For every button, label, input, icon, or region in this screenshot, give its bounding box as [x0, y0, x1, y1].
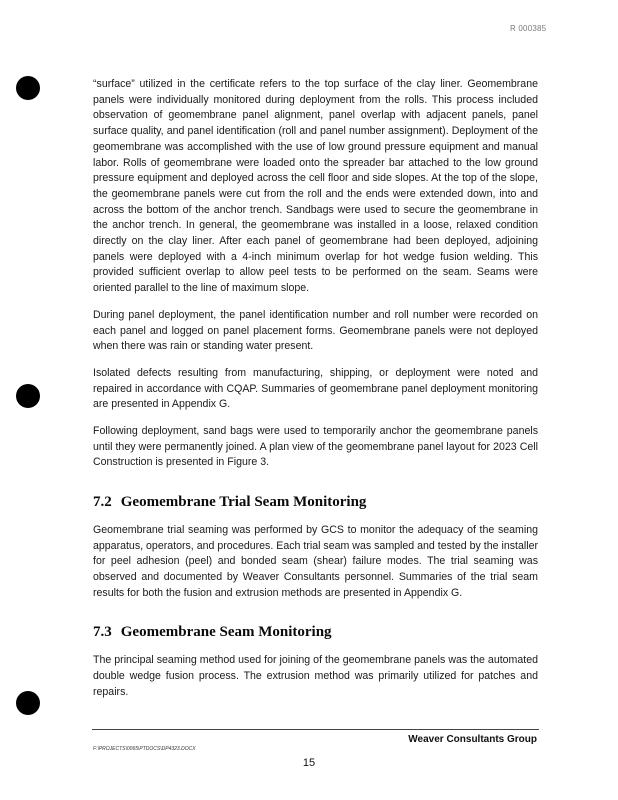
punch-hole-top [16, 76, 40, 100]
document-body [93, 77, 538, 711]
punch-hole-middle [16, 384, 40, 408]
paragraph-trial-seam: Geomembrane trial seaming was performed by GCS to monitor the adequacy of the seaming apparatus, operators, and procedures. Each trial seam was sampled and tested by the installer for peel adhesion (peel) and bonded seam (shear) failure modes. The trial seaming was observed and documented by Weaver Consultants personnel. Summaries of the trial seam results for both the fusion and extrusion methods are presented in Appendix G. [93, 523, 538, 599]
footer-file-path: F:\PROJECTS\0065\PTDOCS\DP4323.DOCX [93, 746, 196, 752]
paragraph-defects: Isolated defects resulting from manufacturing, shipping, or deployment were noted and repaired in accordance with CQAP. Summaries of geomembrane panel deployment monitoring are presented in Appendix G. [93, 366, 538, 411]
page-number: 15 [302, 757, 316, 769]
section-number: 7.2 [93, 494, 112, 511]
footer-divider [92, 729, 539, 730]
footer-company-name: Weaver Consultants Group [408, 734, 537, 745]
punch-hole-bottom [16, 691, 40, 715]
document-reference-number: R 000385 [510, 24, 547, 33]
section-heading-7-2 [93, 495, 538, 511]
section-number: 7.3 [93, 624, 112, 641]
paragraph-sandbags: Following deployment, sand bags were used to temporarily anchor the geomembrane panels until they were permanently joined. A plan view of the geomembrane panel layout for 2023 Cell Construction is presented in Figure 3. [93, 425, 538, 469]
paragraph-panel-identification: During panel deployment, the panel identification number and roll number were recorded on each panel and logged on panel placement forms. Geomembrane panels were not deployed when there was rain or standing water present. [93, 308, 538, 353]
section-title: Geomembrane Seam Monitoring [120, 624, 332, 641]
paragraph-deployment: “surface” utilized in the certificate refers to the top surface of the clay liner. Geomembrane panels were individually monitored during deployment from the rolls. This process included observation of geomembrane panel alignment, panel overlap with adjacent panels, panel surface quality, and panel identification (roll and panel number assignment). Deployment of the geomembrane was accomplished with the use of low ground pressure equipment and manual labor. Rolls of geomembrane were loaded onto the spreader bar attached to the low ground pressure equipment and deployed across the cell floor and side slopes. At the top of the slope, the geomembrane panels were cut from the roll and the ends were extended down, into and across the bottom of the anchor trench. Sandbags were used to secure the geomembrane in the anchor trench. In general, the geomembrane was installed in a loose, relaxed condition directly on the clay liner. After each panel of geomembrane had been deployed, adjoining panels were deployed with a 4-inch minimum overlap for hot wedge fusion welding. This provided sufficient overlap to allow peel tests to be performed on the seam. Seams were oriented parallel to the line of maximum slope. [93, 78, 538, 295]
paragraph-seam-monitoring: The principal seaming method used for joining of the geomembrane panels was the automated double wedge fusion process. The extrusion method was primarily utilized for patches and repairs. [93, 654, 538, 698]
section-title: Geomembrane Trial Seam Monitoring [120, 494, 367, 511]
section-heading-7-3 [93, 625, 538, 641]
